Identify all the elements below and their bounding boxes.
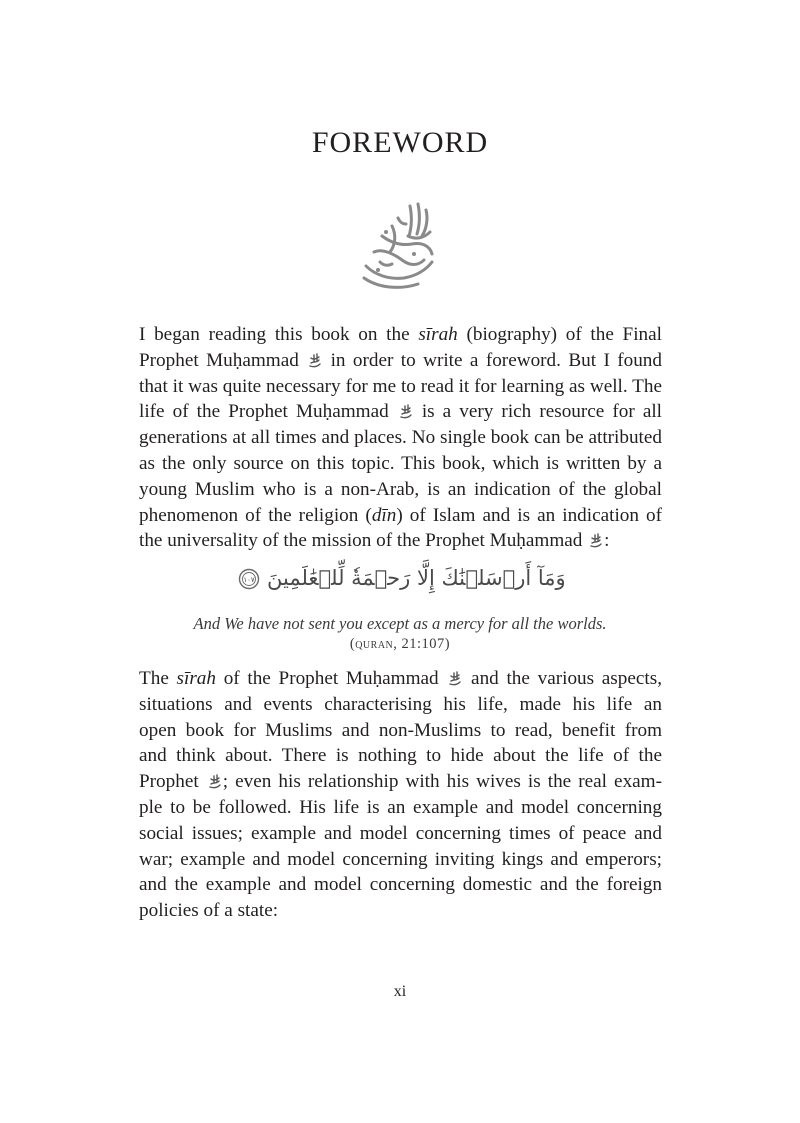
text-line: Prophet Muḥammad in order to write a foreword. But I found xyxy=(139,349,662,371)
italic-term: dīn xyxy=(371,504,397,526)
quran-citation: (quran, 21:107) xyxy=(349,636,451,652)
salawat-honorific-icon xyxy=(588,532,603,548)
quran-verse-arabic-text: وَمَآ أَرۡسَلۡنَٰكَ إِلَّا رَحۡمَةٗ لِّلۡعَٰلَمِينَ xyxy=(267,566,566,590)
text-line: situations and events characterising his life, made his life an xyxy=(139,693,662,715)
text-line: young Muslim who is a non-Arab, is an indication of the global xyxy=(139,478,662,500)
paragraph-2 xyxy=(139,666,662,924)
salawat-honorific-icon xyxy=(207,773,222,789)
italic-term: sīrah xyxy=(418,324,458,345)
salawat-honorific-icon xyxy=(447,670,462,686)
text-line: war; example and model concerning inviting kings and emperors; xyxy=(139,848,662,870)
text-line: ple to be followed. His life is an example and model concerning xyxy=(139,796,662,818)
quran-verse-arabic xyxy=(0,566,800,590)
text-line: open book for Muslims and non-Muslims to read, benefit from xyxy=(139,719,662,741)
quran-translation: And We have not sent you except as a mercy for all the worlds. xyxy=(193,614,607,633)
italic-term: sīrah xyxy=(176,668,216,689)
salawat-honorific-icon xyxy=(398,403,413,419)
text-line: Prophet ; even his relationship with his wives is the real exam- xyxy=(139,771,662,793)
page-title: FOREWORD xyxy=(311,126,489,159)
paragraph-1 xyxy=(139,322,662,554)
text-line: generations at all times and places. No single book can be attributed xyxy=(139,427,662,449)
text-line: phenomenon of the religion (dīn) of Islam and is an indication of xyxy=(139,504,663,526)
text-line: The sīrah of the Prophet Muḥammad and the various aspects, xyxy=(139,668,663,689)
text-line: life of the Prophet Muḥammad is a very rich resource for all xyxy=(139,401,662,423)
text-line: the universality of the mission of the Prophet Muḥammad : xyxy=(139,530,610,552)
text-line: I began reading this book on the sīrah (biography) of the Final xyxy=(139,324,662,345)
verse-end-marker-icon xyxy=(238,568,260,590)
text-line: and the example and model concerning domestic and the foreign xyxy=(139,874,662,896)
text-line: that it was quite necessary for me to read it for learning as well. The xyxy=(139,375,662,397)
text-line: as the only source on this topic. This book, which is written by a xyxy=(139,452,662,474)
page-number: xi xyxy=(393,983,407,1000)
salawat-honorific-icon xyxy=(307,352,322,368)
verse-number: ١٠٧ xyxy=(243,576,255,584)
salawat-calligraphy-icon xyxy=(352,196,448,292)
text-line: and think about. There is nothing to hide about the life of the xyxy=(139,745,662,767)
text-line: policies of a state: xyxy=(139,900,279,922)
text-line: social issues; example and model concerning times of peace and xyxy=(139,822,662,844)
